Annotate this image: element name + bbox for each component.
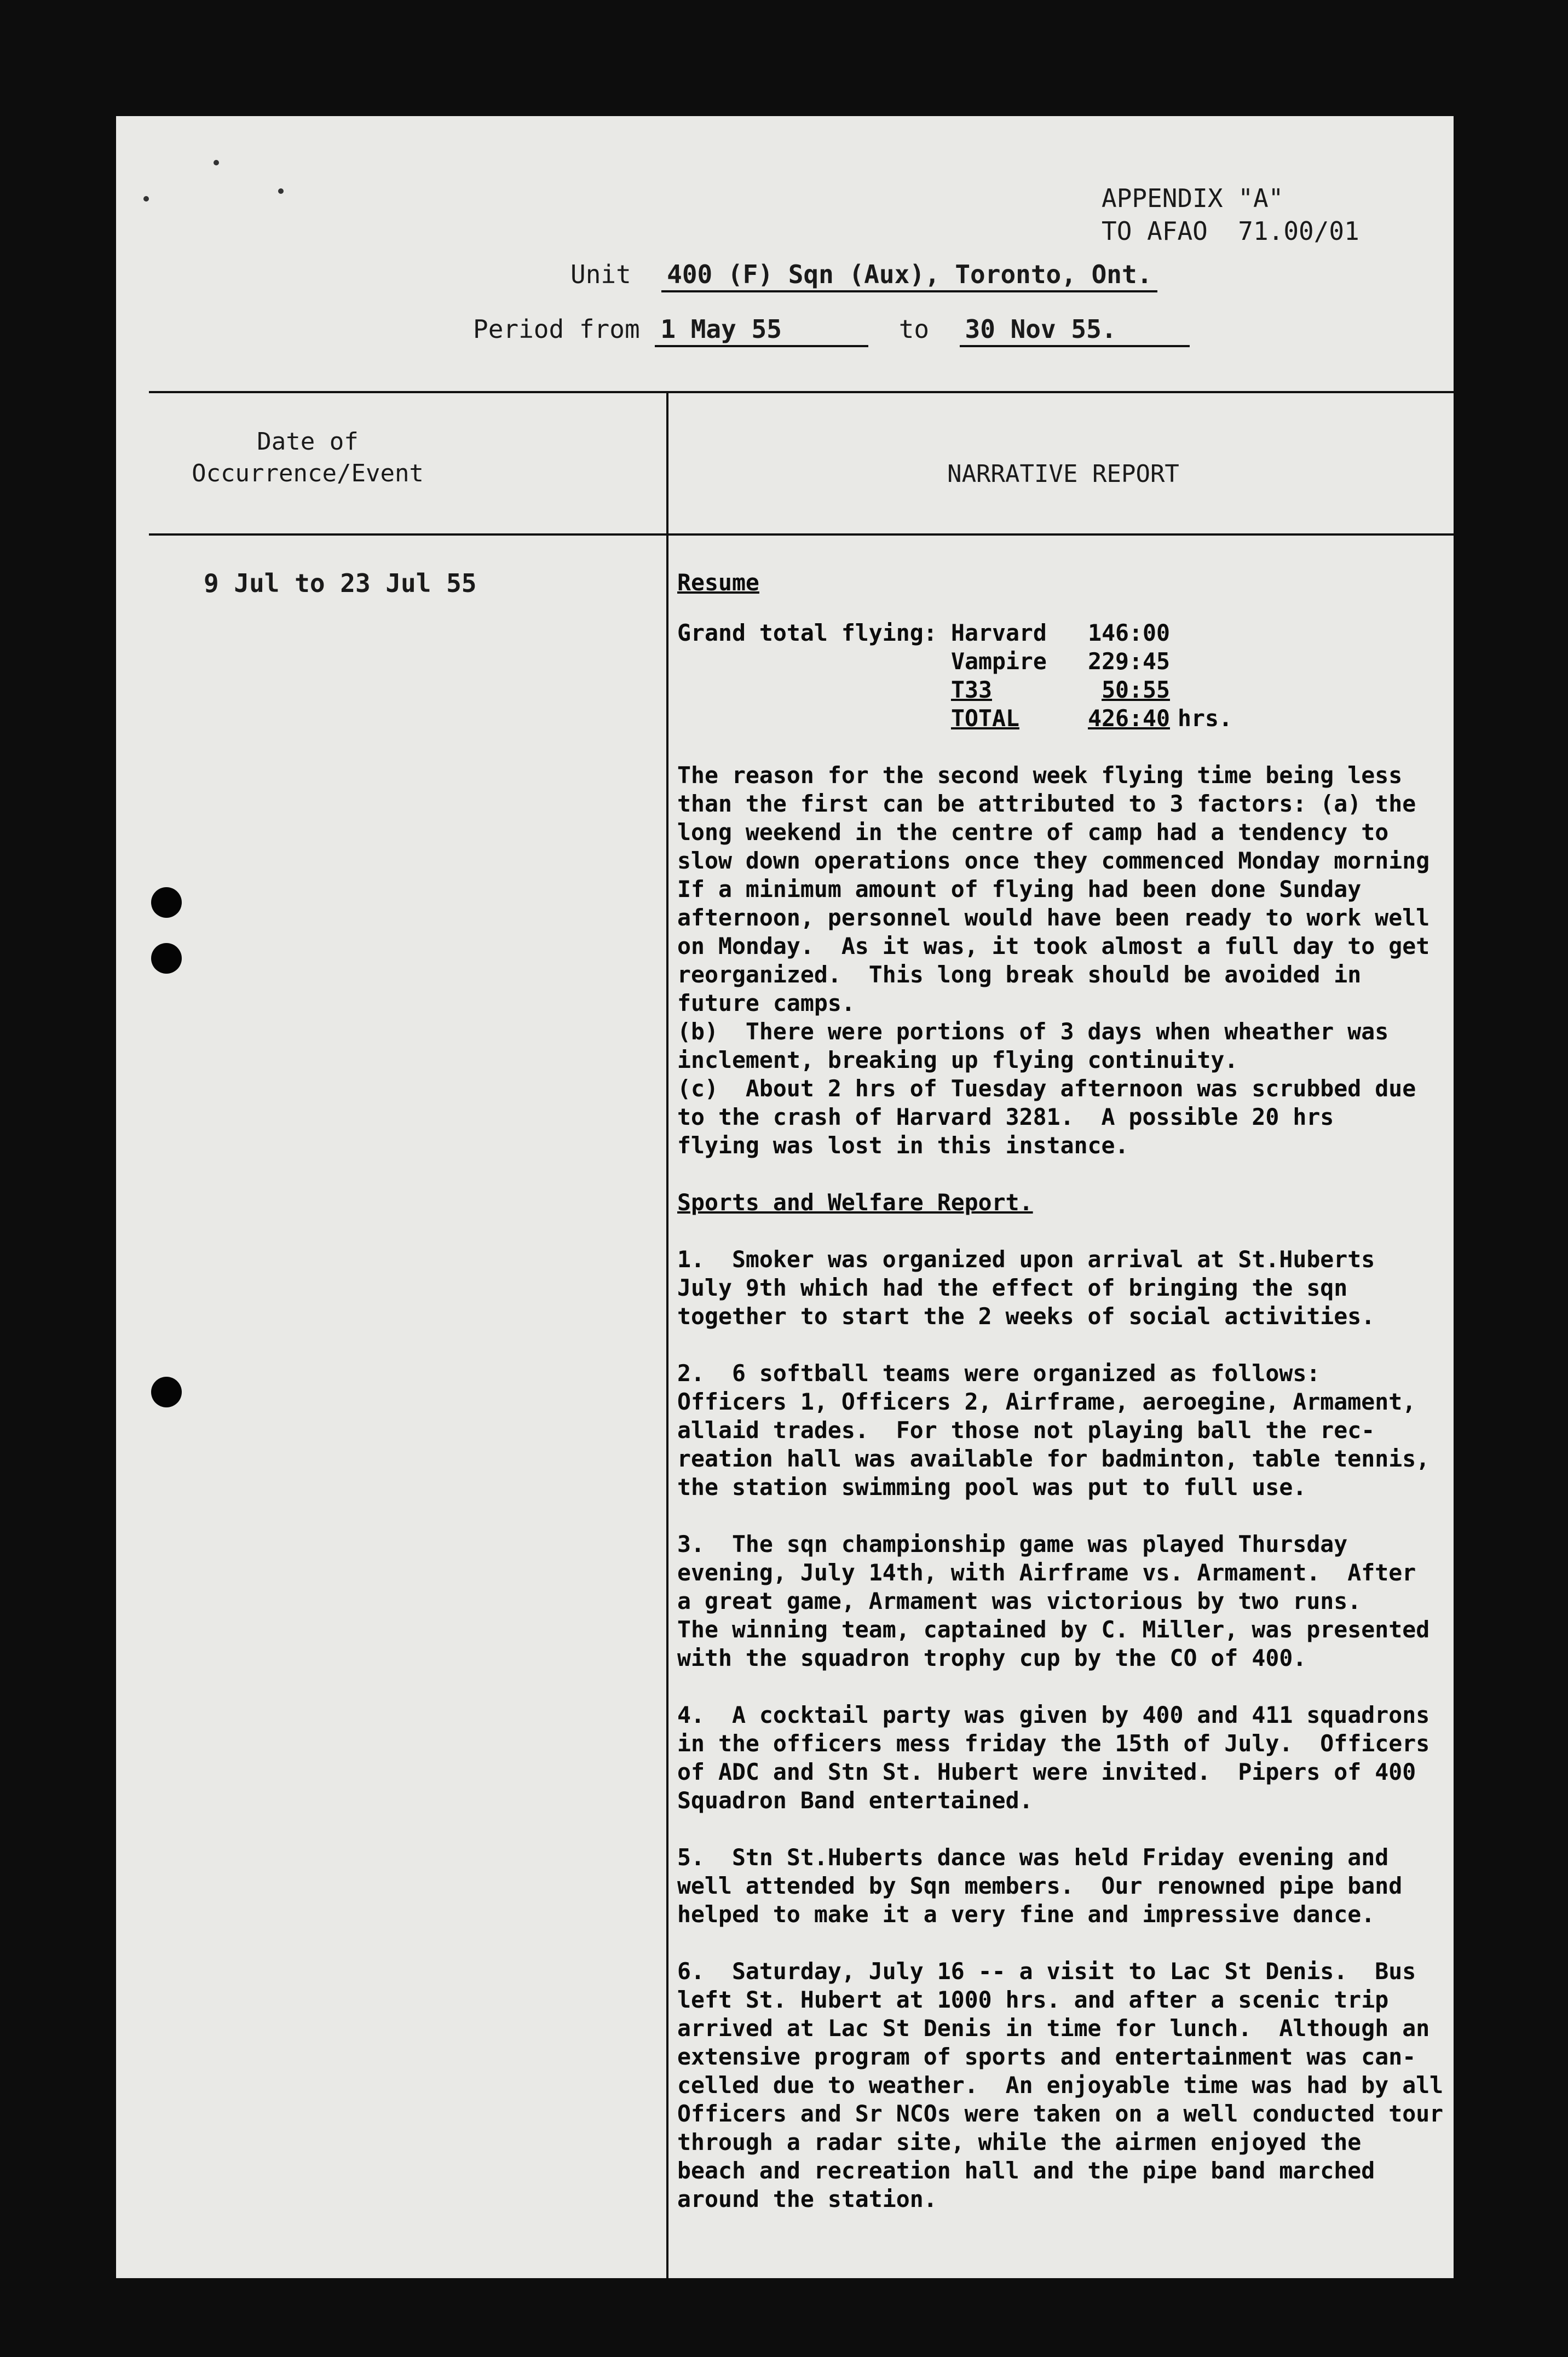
table-top-rule: [149, 391, 1454, 393]
period-label: Period from: [473, 314, 640, 344]
sports-paragraph: 1. Smoker was organized upon arrival at St.Huberts July 9th which had the effect of bringing the sqn together to start the 2 weeks of social activities.: [677, 1246, 1375, 1330]
flying-time: 146:00: [1088, 619, 1170, 646]
flying-suffix: hrs.: [1178, 705, 1232, 732]
unit-row: [570, 260, 1157, 292]
resume-paragraph: The reason for the second week flying time being less than the first can be attributed to 3 factors: (a) the long weekend in the centre of camp had a tendency to slow down operations once they commenced Monday morning If a minimum amount of flying had been done Sunday afternoon, personnel would have been ready to work well on Monday. As it was, it took almost a full day to get reorganized. This long break should be avoided in future camps.: [677, 762, 1430, 1016]
flying-type: Vampire: [951, 648, 1047, 675]
date-header-line-1: Date of: [257, 428, 359, 456]
unit-label: Unit: [570, 260, 631, 289]
punch-hole: [151, 887, 182, 918]
resume-heading: Resume: [677, 569, 759, 596]
period-from-value: 1 May 55: [655, 314, 868, 347]
paper-speck: [214, 160, 219, 165]
punch-hole: [151, 943, 182, 974]
narrative-body: [677, 568, 1449, 2214]
appendix-line-1: APPENDIX "A": [1102, 183, 1284, 213]
sports-paragraph: 4. A cocktail party was given by 400 and 411 squadrons in the officers mess friday the 15th of July. Officers of ADC and Stn St. Hubert were invited. Pipers of 400 Squadron Band entertained.: [677, 1701, 1430, 1814]
date-header-line-2: Occurrence/Event: [192, 459, 424, 487]
sports-paragraph: 3. The sqn championship game was played Thursday evening, July 14th, with Airframe vs. Armament. After a great game, Armament was victorious by two runs. The winning team, captained by C. Miller, was presented with the squadron trophy cup by the CO of 400.: [677, 1531, 1430, 1671]
sports-paragraph: 2. 6 softball teams were organized as follows: Officers 1, Officers 2, Airframe, aeroegine, Armament, allaid trades. For those not playing ball the rec- reation hall was available for badminton, table tennis, the station swimming pool was put to full use.: [677, 1360, 1430, 1501]
flying-time: 229:45: [1088, 648, 1170, 675]
flying-suffix: [1170, 619, 1449, 647]
flying-type: T33: [951, 676, 992, 703]
document-page: [116, 116, 1454, 2278]
appendix-line-2: TO AFAO 71.00/01: [1102, 216, 1359, 246]
flying-label: Grand total flying:: [677, 619, 937, 646]
flying-suffix: [1170, 676, 1449, 704]
unit-value: 400 (F) Sqn (Aux), Toronto, Ont.: [661, 260, 1157, 292]
sports-paragraph: 6. Saturday, July 16 -- a visit to Lac St Denis. Bus left St. Hubert at 1000 hrs. and after a scenic trip arrived at Lac St Denis in time for lunch. Although an extensive program of sports and entertainment was can- celled due to weather. An enjoyable time was had by all Officers and Sr NCOs were taken on a well conducted tour through a radar site, while the airmen enjoyed the beach and recreation hall and the pipe band marched around the station.: [677, 1958, 1444, 2212]
period-to-label: to: [898, 314, 930, 344]
punch-hole: [151, 1377, 182, 1407]
date-column-header: [165, 426, 450, 490]
appendix-reference: [1102, 182, 1359, 248]
paper-speck: [278, 188, 284, 194]
table-header-rule: [149, 533, 1454, 536]
sports-paragraph: 5. Stn St.Huberts dance was held Friday evening and well attended by Sqn members. Our renowned pipe band helped to make it a very fine and impressive dance.: [677, 1844, 1403, 1928]
period-row: [473, 314, 1190, 347]
flying-type: TOTAL: [951, 705, 1019, 732]
period-to-value: 30 Nov 55.: [960, 314, 1190, 347]
flying-totals: [677, 619, 1449, 733]
flying-time: 50:55: [1102, 676, 1170, 703]
paper-speck: [143, 196, 149, 202]
resume-item-b: (b) There were portions of 3 days when wheather was inclement, breaking up flying continuity.: [677, 1018, 1389, 1073]
flying-type: Harvard: [951, 619, 1047, 646]
narrative-column-header: NARRATIVE REPORT: [947, 460, 1179, 488]
resume-item-c: (c) About 2 hrs of Tuesday afternoon was scrubbed due to the crash of Harvard 3281. A possible 20 hrs flying was lost in this instance.: [677, 1075, 1416, 1159]
flying-suffix: [1170, 647, 1449, 676]
flying-time: 426:40: [1088, 705, 1170, 732]
sports-heading: Sports and Welfare Report.: [677, 1189, 1033, 1216]
entry-date: 9 Jul to 23 Jul 55: [204, 568, 477, 598]
table-column-divider: [666, 391, 668, 2278]
